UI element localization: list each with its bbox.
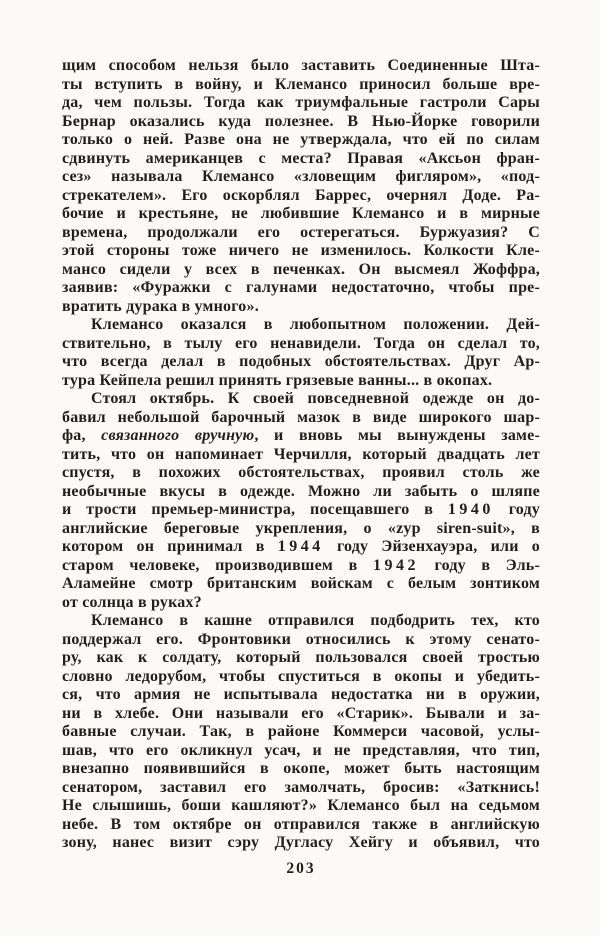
text-segment: ни в хлебе. Они называли его «Старик». Бывали и за-: [62, 704, 540, 722]
text-segment: сез» называла Клемансо «зловещим фигляром», «под-: [62, 168, 540, 185]
text-segment: от солнца в руках?: [62, 593, 202, 611]
text-line: [62, 390, 540, 409]
text-line: [62, 427, 540, 446]
text-line: [62, 316, 540, 335]
text-segment: словно ледорубом, чтобы спуститься в окопы и убедить-: [62, 667, 540, 685]
year-number: 1942: [372, 556, 419, 574]
text-segment: вратить дурака в умного».: [62, 297, 259, 315]
text-line: [62, 298, 540, 317]
text-line: [62, 353, 540, 372]
text-segment: котором он принимал в: [62, 538, 278, 555]
text-segment: небе. В том октябре он отправился также в английскую: [62, 815, 540, 833]
text-segment: времена, продолжали его остерегаться. Буржуазия? С: [62, 223, 540, 241]
text-segment: бочие и крестьяне, не любившие Клемансо и в мирные: [62, 205, 540, 222]
text-segment: шав, что его окликнул усач, и не представляя, что тип,: [62, 741, 540, 759]
text-line: [62, 816, 540, 835]
text-line: [62, 760, 540, 779]
text-line: [62, 612, 540, 631]
text-line: [62, 335, 540, 354]
text-line: [62, 57, 540, 76]
text-line: [62, 409, 540, 428]
text-segment: Клемансо в кашне отправился подбодрить тех, кто: [91, 612, 540, 629]
year-number: 1944: [277, 538, 324, 555]
text-line: [62, 205, 540, 224]
text-segment: ты вступить в войну, и Клемансо приносил больше вре-: [62, 75, 540, 93]
text-line: [62, 224, 540, 243]
text-line: [62, 557, 540, 576]
text-segment: бавные случаи. Так, в районе Коммерси часовой, услы-: [62, 723, 540, 740]
text-line: [62, 631, 540, 650]
text-segment: поддержал его. Фронтовики относились к этому сенато-: [62, 630, 540, 648]
text-segment: бавил небольшой барочный мазок в виде широкого шар-: [62, 408, 540, 426]
text-segment: ся, что армия не испытывала недостатка ни в оружии,: [62, 686, 540, 703]
text-line: [62, 94, 540, 113]
text-line: [62, 483, 540, 502]
text-line: [62, 723, 540, 742]
text-segment: старом человеке, производившем в: [62, 556, 373, 574]
text-line: [62, 150, 540, 169]
text-line: [62, 538, 540, 557]
text-segment: ру, как к солдату, который пользовался своей тростью: [62, 649, 540, 666]
text-segment: щим способом нельзя было заставить Соединенные Шта-: [62, 57, 540, 74]
page-text-block: [62, 57, 540, 853]
text-segment: году: [493, 501, 540, 518]
text-segment: Клемансо оказался в любопытном положении. Дей-: [91, 316, 540, 333]
text-segment: что всегда делал в подобных обстоятельствах. Друг Ар-: [62, 353, 540, 370]
text-segment: Аламейне смотр британским войскам с белым зонтиком: [62, 575, 540, 592]
text-line: [62, 242, 540, 261]
text-segment: фа,: [62, 427, 102, 444]
page-number: 203: [286, 860, 316, 877]
text-segment: и трости премьер-министра, посещавшего в: [62, 501, 448, 518]
text-segment: тура Кейпела решил принять грязевые ванны... в окопах.: [62, 371, 493, 389]
text-segment: тить, что он напоминает Черчилля, который двадцать лет: [62, 445, 540, 463]
text-segment: ствительно, в тылу его ненавидели. Тогда он сделал то,: [62, 334, 540, 352]
text-line: [62, 705, 540, 724]
text-line: [62, 779, 540, 798]
text-segment: сдвинуть американцев с места? Правая «Аксьон фран-: [62, 149, 540, 167]
text-line: [62, 168, 540, 187]
text-line: [62, 464, 540, 483]
text-segment: стрекателем». Его оскорблял Баррес, очернял Доде. Ра-: [62, 186, 540, 204]
text-line: [62, 187, 540, 206]
text-line: [62, 834, 540, 853]
text-line: [62, 594, 540, 613]
text-line: [62, 76, 540, 95]
text-segment: спустя, в похожих обстоятельствах, проявил столь же: [62, 464, 540, 481]
text-segment: английские береговые укрепления, о «zyp siren-suit», в: [62, 519, 540, 537]
text-line: [62, 797, 540, 816]
text-segment: , и вновь мы вынуждены заме-: [254, 427, 540, 444]
text-line: [62, 113, 540, 132]
text-segment: внезапно появившийся в окопе, может быть настоящим: [62, 760, 540, 777]
text-line: [62, 649, 540, 668]
text-line: [62, 131, 540, 150]
text-line: [62, 261, 540, 280]
text-line: [62, 501, 540, 520]
text-line: [62, 279, 540, 298]
text-line: [62, 742, 540, 761]
text-segment: году Эйзенхауэра, или о: [323, 538, 540, 555]
text-segment: Не слышишь, боши кашляют?» Клемансо был на седьмом: [62, 797, 540, 814]
text-segment: необычные вкусы в одежде. Можно ли забыть о шляпе: [62, 482, 540, 500]
text-line: [62, 575, 540, 594]
year-number: 1940: [447, 501, 494, 518]
text-line: [62, 372, 540, 391]
text-segment: сенатором, заставил его замолчать, бросив: «Заткнись!: [62, 778, 540, 796]
italic-text-segment: связанного вручную: [101, 427, 255, 444]
text-segment: этой стороны тоже ничего не изменилось. Колкости Кле-: [62, 242, 540, 259]
text-line: [62, 446, 540, 465]
text-segment: Стоял октябрь. К своей повседневной одежде он до-: [91, 390, 540, 407]
text-line: [62, 686, 540, 705]
text-segment: году в Эль-: [418, 556, 540, 574]
text-segment: только о ней. Разве она не утверждала, что ей по силам: [62, 131, 540, 148]
text-segment: мансо сидели у всех в печенках. Он высмеял Жоффра,: [62, 260, 540, 278]
text-segment: заявив: «Фуражки с галунами недостаточно, чтобы пре-: [62, 279, 540, 296]
text-segment: да, чем пользы. Тогда как триумфальные гастроли Сары: [62, 94, 540, 111]
text-line: [62, 520, 540, 539]
text-segment: Бернар оказались куда полезнее. В Нью-Йорке говорили: [62, 112, 540, 130]
text-line: [62, 668, 540, 687]
text-segment: зону, нанес визит сэру Дугласу Хейгу и объявил, что: [62, 834, 540, 851]
